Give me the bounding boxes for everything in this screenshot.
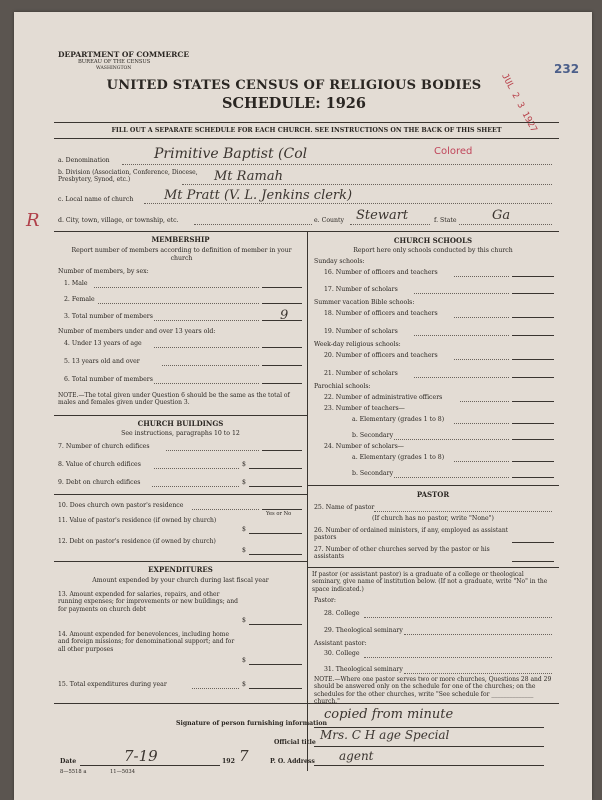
q10-residence-label: 10. Does church own pastor's residence xyxy=(58,502,184,509)
q21-label: 21. Number of scholars xyxy=(324,370,398,377)
pastor-title: PASTOR xyxy=(416,490,450,499)
q19-label: 19. Number of scholars xyxy=(324,328,398,335)
q3-total-label: 3. Total number of members xyxy=(64,313,153,320)
q24-label: 24. Number of scholars— xyxy=(324,443,404,450)
weekday-schools-heading: Week-day religious schools: xyxy=(314,341,401,348)
division-label: b. Division (Association, Conference, Diocese, Presbytery, Synod, etc.) xyxy=(58,169,198,184)
department-label: DEPARTMENT OF COMMERCE xyxy=(58,50,190,59)
bureau-label: BUREAU OF THE CENSUS xyxy=(78,59,151,65)
church-name-label: c. Local name of church xyxy=(58,196,134,203)
q14-dollar: $ xyxy=(242,657,246,664)
q13-running-expenses-label: 13. Amount expended for salaries, repairs, and other running expenses; for improvements or new buildings; and for payments on church debt xyxy=(58,591,238,613)
buildings-subtitle: See instructions, paragraphs 10 to 12 xyxy=(121,430,240,437)
denomination-value: Primitive Baptist (Col xyxy=(154,146,308,162)
college-note: If pastor (or assistant pastor) is a graduate of a college or theological seminary, give name of institution below. (If not a graduate, write "No" in the space indicated.) xyxy=(312,571,548,593)
official-title-label: Official title xyxy=(274,739,316,746)
q8-value-label: 8. Value of church edifices xyxy=(58,461,141,468)
buildings-title: CHURCH BUILDINGS xyxy=(137,419,224,428)
form-number: 8—5518 a xyxy=(60,769,87,775)
print-number: 11—5034 xyxy=(110,769,135,775)
q25-label: 25. Name of pastor xyxy=(314,504,375,511)
q28-label: 28. College xyxy=(324,610,360,617)
age-heading: Number of members under and over 13 years old: xyxy=(58,328,216,335)
q11-residence-value-label: 11. Value of pastor's residence (if owned by church) xyxy=(58,517,217,524)
q9-dollar: $ xyxy=(242,479,246,486)
q6-total-label: 6. Total number of members xyxy=(64,376,153,383)
q30-label: 30. College xyxy=(324,650,360,657)
signature-value: copied from minute xyxy=(324,707,454,722)
schedule-title: SCHEDULE: 1926 xyxy=(222,95,366,112)
q15-dollar: $ xyxy=(242,681,246,688)
schools-subtitle: Report here only schools conducted by this church xyxy=(353,247,513,254)
q23a-label: a. Elementary (grades 1 to 8) xyxy=(352,416,445,423)
official-title-value: Mrs. C H age Special xyxy=(320,728,450,742)
q5-over13-label: 5. 13 years old and over xyxy=(64,358,140,365)
church-name-value: Mt Pratt (V. L. Jenkins clerk) xyxy=(164,188,353,203)
q7-edifices-label: 7. Number of church edifices xyxy=(58,443,150,450)
q8-dollar: $ xyxy=(242,461,246,468)
q22-label: 22. Number of administrative officers xyxy=(324,394,443,401)
q12-residence-debt-label: 12. Debt on pastor's residence (if owned by church) xyxy=(58,538,216,545)
q2-female-label: 2. Female xyxy=(64,296,95,303)
year-prefix: 192 xyxy=(222,758,235,765)
members-by-sex-heading: Number of members, by sex: xyxy=(58,268,149,275)
q12-dollar: $ xyxy=(242,547,246,554)
received-date-stamp: JUL 2 3 1927 xyxy=(499,72,539,135)
stamp-number: 232 xyxy=(554,62,580,76)
parochial-schools-heading: Parochial schools: xyxy=(314,383,371,390)
q26-label: 26. Number of ordained ministers, if any, employed as assistant pastors xyxy=(314,527,509,542)
year-value: 7 xyxy=(239,747,249,765)
membership-note: NOTE.—The total given under Question 6 should be the same as the total of males and females given under Question 3. xyxy=(58,392,290,407)
instruction-line: FILL OUT A SEPARATE SCHEDULE FOR EACH CHURCH. SEE INSTRUCTIONS ON THE BACK OF THIS SHEET xyxy=(111,127,502,134)
q14-benevolences-label: 14. Amount expended for benevolences, including home and foreign missions; for denominational support; and for all other purposes xyxy=(58,631,235,653)
vacation-schools-heading: Summer vacation Bible schools: xyxy=(314,299,415,306)
q31-label: 31. Theological seminary xyxy=(324,666,403,673)
membership-title: MEMBERSHIP xyxy=(151,235,210,244)
q16-label: 16. Number of officers and teachers xyxy=(324,269,438,276)
county-value: Stewart xyxy=(356,208,409,223)
q4-under13-label: 4. Under 13 years of age xyxy=(64,340,142,347)
state-value: Ga xyxy=(492,208,511,223)
denomination-label: a. Denomination xyxy=(58,157,110,164)
q15-total-label: 15. Total expenditures during year xyxy=(58,681,167,688)
q13-dollar: $ xyxy=(242,617,246,624)
q11-dollar: $ xyxy=(242,526,246,533)
q29-label: 29. Theological seminary xyxy=(324,627,403,634)
q25-note: (If church has no pastor, write "None") xyxy=(372,515,494,522)
q23-label: 23. Number of teachers— xyxy=(324,405,405,412)
expenditures-title: EXPENDITURES xyxy=(148,565,213,574)
q18-label: 18. Number of officers and teachers xyxy=(324,310,438,317)
colored-stamp: Colored xyxy=(434,146,473,157)
signature-label: Signature of person furnishing information xyxy=(176,720,327,727)
membership-subtitle: Report number of members according to definition of member in your church xyxy=(71,247,292,262)
county-label: e. County xyxy=(314,217,345,224)
form-title: UNITED STATES CENSUS OF RELIGIOUS BODIES xyxy=(106,78,482,93)
expenditures-subtitle: Amount expended by your church during last fiscal year xyxy=(92,577,269,584)
q10-hint: Yes or No xyxy=(266,511,292,517)
q24b-label: b. Secondary xyxy=(352,470,394,477)
city-town-label: d. City, town, village, or township, etc. xyxy=(58,217,179,224)
date-label: Date xyxy=(60,758,77,765)
q9-debt-label: 9. Debt on church edifices xyxy=(58,479,141,486)
pastor-subheading: Pastor: xyxy=(314,597,337,604)
assistant-pastor-subheading: Assistant pastor: xyxy=(314,640,367,647)
sunday-schools-heading: Sunday schools: xyxy=(314,258,365,265)
margin-r-mark: R xyxy=(26,210,40,231)
q24a-label: a. Elementary (grades 1 to 8) xyxy=(352,454,445,461)
date-value: 7-19 xyxy=(124,747,158,765)
q23b-label: b. Secondary xyxy=(352,432,394,439)
q20-label: 20. Number of officers and teachers xyxy=(324,352,438,359)
q17-label: 17. Number of scholars xyxy=(324,286,398,293)
po-address-label: P. O. Address xyxy=(270,758,315,765)
census-schedule-sheet xyxy=(14,12,592,800)
division-value: Mt Ramah xyxy=(214,169,283,184)
state-label: f. State xyxy=(434,217,457,224)
pastor-note: NOTE.—Where one pastor serves two or more churches, Questions 28 and 29 should be answered only on the schedule for one of the churches; on the schedules for the other churches, write "See schedule for ______________ church." xyxy=(314,676,552,705)
q27-label: 27. Number of other churches served by the pastor or his assistants xyxy=(314,546,490,561)
schools-title: CHURCH SCHOOLS xyxy=(393,236,473,245)
q1-male-label: 1. Male xyxy=(64,280,88,287)
q3-total-value: 9 xyxy=(280,308,289,323)
city-label: WASHINGTON xyxy=(96,66,132,71)
po-address-value: agent xyxy=(339,749,374,763)
